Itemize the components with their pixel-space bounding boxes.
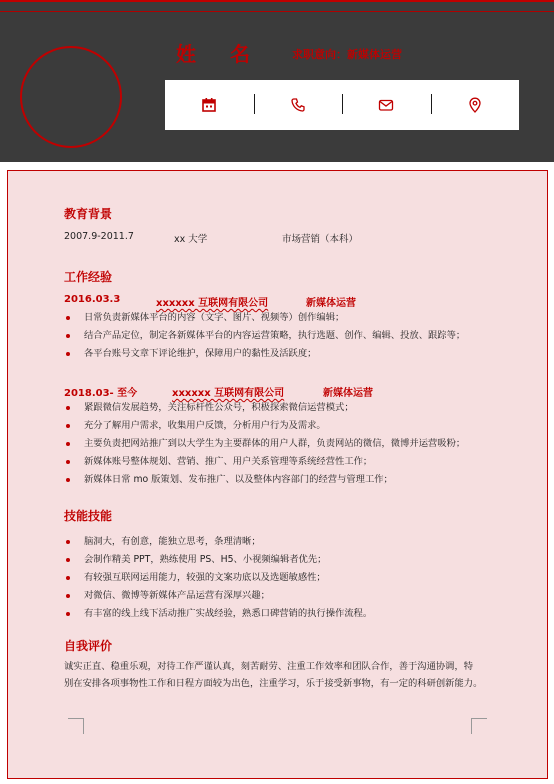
skills-section xyxy=(64,507,514,623)
list-item: 各平台账号文章下评论维护，保障用户的黏性及活跃度； xyxy=(64,345,514,363)
list-item: 有较强互联网运用能力，较强的文案功底以及选题敏感性； xyxy=(64,569,514,587)
candidate-name: 姓名 xyxy=(176,42,284,66)
job-role: 新媒体运营 xyxy=(323,388,373,399)
skills-title: 技能技能 xyxy=(64,509,113,523)
self-eval-line: 别在安排各项事物性工作和日程方面较为出色，注重学习，乐于接受新事物，有一定的科研创新能力。 xyxy=(64,678,483,689)
list-item: 紧跟微信发展趋势，关注标杆性公众号，积极探索微信运营模式； xyxy=(64,399,514,417)
resume-header xyxy=(0,0,554,162)
page-corner-mark xyxy=(471,718,487,734)
contact-bar xyxy=(165,80,519,130)
resume-body xyxy=(7,170,548,779)
list-item: 充分了解用户需求，收集用户反馈，分析用户行为及需求。 xyxy=(64,417,514,435)
job-header xyxy=(64,294,514,309)
work-title: 工作经验 xyxy=(64,270,113,284)
job-company: xxxxxx 互联网有限公司 xyxy=(172,388,285,399)
list-item: 新媒体账号整体规划、营销、推广、用户关系管理等系统经营性工作； xyxy=(64,453,514,471)
contact-phone[interactable] xyxy=(254,80,343,130)
contact-email[interactable] xyxy=(342,80,431,130)
education-row xyxy=(64,231,514,245)
skills-list xyxy=(64,533,514,623)
avatar-placeholder[interactable] xyxy=(20,46,122,148)
self-eval-title: 自我评价 xyxy=(64,639,113,653)
self-eval-section xyxy=(64,637,514,692)
list-item: 新媒体日常 mo 版策划、发布推广、以及整体内容部门的经营与管理工作； xyxy=(64,471,514,489)
list-item: 脑洞大，有创意，能独立思考，条理清晰； xyxy=(64,533,514,551)
list-item: 有丰富的线上线下活动推广实战经验，熟悉口碑营销的执行操作流程。 xyxy=(64,605,514,623)
list-item: 结合产品定位，制定各新媒体平台的内容运营策略，执行选题、创作、编辑、投放、跟踪等； xyxy=(64,327,514,345)
education-section xyxy=(64,205,514,245)
job-role: 新媒体运营 xyxy=(306,298,356,309)
job-duties xyxy=(64,309,514,363)
job-date: 2018.03- 至今 xyxy=(64,388,138,399)
work-section xyxy=(64,268,514,489)
education-period: 2007.9-2011.7 xyxy=(64,231,134,242)
contact-birthday[interactable] xyxy=(165,80,254,130)
mail-icon xyxy=(378,97,394,113)
list-item: 对微信、微博等新媒体产品运营有深厚兴趣； xyxy=(64,587,514,605)
education-school: xx 大学 xyxy=(174,234,208,245)
list-item: 主要负责把网站推广到以大学生为主要群体的用户人群，负责网站的微信，微博并运营吸粉； xyxy=(64,435,514,453)
header-rule xyxy=(0,11,554,12)
job-header xyxy=(64,384,514,399)
calendar-icon xyxy=(201,97,217,113)
job-company: xxxxxx 互联网有限公司 xyxy=(156,298,269,309)
job-date: 2016.03.3 xyxy=(64,294,121,305)
self-eval-line: 诚实正直、稳重乐观，对待工作严谨认真，刻苦耐劳、注重工作效率和团队合作，善于沟通协调，特 xyxy=(64,661,474,672)
education-title: 教育背景 xyxy=(64,207,113,221)
list-item: 日常负责新媒体平台的内容（文字、图片、视频等）创作编辑； xyxy=(64,309,514,327)
education-major: 市场营销（本科） xyxy=(282,234,359,245)
job-intent: 求职意向：新媒体运营 xyxy=(292,48,402,61)
phone-icon xyxy=(290,97,306,113)
contact-address[interactable] xyxy=(431,80,520,130)
page-corner-mark xyxy=(68,718,84,734)
list-item: 会制作精美 PPT，熟练使用 PS、H5、小视频编辑者优先； xyxy=(64,551,514,569)
location-icon xyxy=(467,97,483,113)
job-duties xyxy=(64,399,514,489)
